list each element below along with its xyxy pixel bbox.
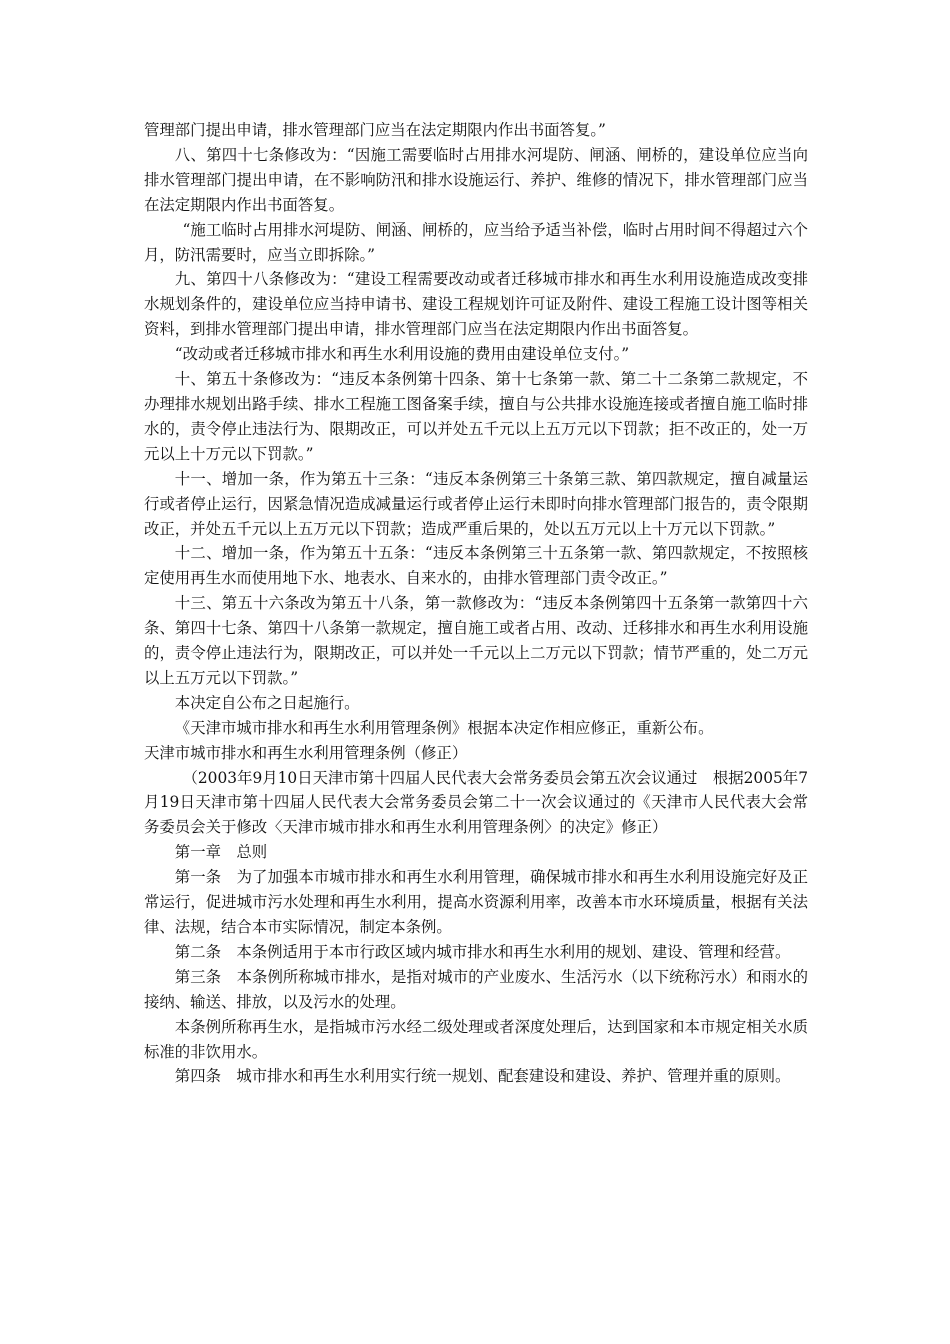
article-3: 第三条 本条例所称城市排水，是指对城市的产业废水、生活污水（以下统称污水）和雨水的接纳、输送、排放，以及污水的处理。	[144, 967, 808, 1011]
adoption-note: （2003年9月10日天津市第十四届人民代表大会常务委员会第五次会议通过 根据2005年7月19日天津市第十四届人民代表大会常务委员会第二十一次会议通过的《天津市人民代表大会常务委员会关于修改〈天津市城市排水和再生水利用管理条例〉的决定》修正）	[144, 768, 808, 837]
paragraph-10: 本决定自公布之日起施行。	[174, 693, 360, 712]
regulation-title: 天津市城市排水和再生水利用管理条例（修正）	[144, 743, 468, 762]
paragraph-1: 管理部门提出申请，排水管理部门应当在法定期限内作出书面答复。”	[144, 121, 606, 139]
paragraph-5: “改动或者迁移城市排水和再生水利用设施的费用由建设单位支付。”	[174, 345, 630, 364]
article-2: 第二条 本条例适用于本市行政区域内城市排水和再生水利用的规划、建设、管理和经营。	[174, 942, 791, 961]
paragraph-9: 十三、第五十六条改为第五十八条，第一款修改为：“违反本条例第四十五条第一款第四十六条、第四十七条、第四十八条第一款规定，擅自施工或者占用、改动、迁移排水和再生水利用设施的，责令停止违法行为，限期改正，可以并处一千元以上二万元以下罚款；情节严重的，处二万元以上五万元以下罚款。”	[144, 594, 808, 687]
chapter-heading: 第一章 总则	[174, 843, 268, 862]
paragraph-6: 十、第五十条修改为：“违反本条例第十四条、第十七条第一款、第二十二条第二款规定，不办理排水规划出路手续、排水工程施工图备案手续，擅自与公共排水设施连接或者擅自施工临时排水的，责令停止违法行为、限期改正，可以并处五千元以上五万元以下罚款；拒不改正的，处一万元以上十万元以下罚款。”	[144, 370, 808, 463]
paragraph-4: 九、第四十八条修改为：“建设工程需要改动或者迁移城市排水和再生水利用设施造成改变排水规划条件的，建设单位应当持申请书、建设工程规划许可证及附件、建设工程施工设计图等相关资料，到排水管理部门提出申请，排水管理部门应当在法定期限内作出书面答复。	[144, 270, 808, 339]
article-3-para-2: 本条例所称再生水，是指城市污水经二级处理或者深度处理后，达到国家和本市规定相关水质标准的非饮用水。	[144, 1017, 808, 1061]
paragraph-7: 十一、增加一条，作为第五十三条：“违反本条例第三十条第三款、第四款规定，擅自减量运行或者停止运行，因紧急情况造成减量运行或者停止运行未即时向排水管理部门报告的，责令限期改正，并处五千元以上五万元以下罚款；造成严重后果的，处以五万元以上十万元以下罚款。”	[144, 469, 808, 538]
document-page	[144, 118, 808, 1089]
paragraph-8: 十二、增加一条，作为第五十五条：“违反本条例第三十五条第一款、第四款规定，不按照核定使用再生水而使用地下水、地表水、自来水的，由排水管理部门责令改正。”	[144, 544, 808, 588]
article-1: 第一条 为了加强本市城市排水和再生水利用管理，确保城市排水和再生水利用设施完好及正常运行，促进城市污水处理和再生水利用，提高水资源利用率，改善本市水环境质量，根据有关法律、法规，结合本市实际情况，制定本条例。	[144, 868, 808, 936]
paragraph-11: 《天津市城市排水和再生水利用管理条例》根据本决定作相应修正，重新公布。	[174, 718, 714, 737]
paragraph-2: 八、第四十七条修改为：“因施工需要临时占用排水河堤防、闸涵、闸桥的，建设单位应当向排水管理部门提出申请，在不影响防汛和排水设施运行、养护、维修的情况下，排水管理部门应当在法定期限内作出书面答复。	[144, 145, 808, 214]
article-4: 第四条 城市排水和再生水利用实行统一规划、配套建设和建设、养护、管理并重的原则。	[174, 1067, 791, 1086]
paragraph-3: “施工临时占用排水河堤防、闸涵、闸桥的，应当给予适当补偿，临时占用时间不得超过六个月，防汛需要时，应当立即拆除。”	[144, 220, 808, 264]
